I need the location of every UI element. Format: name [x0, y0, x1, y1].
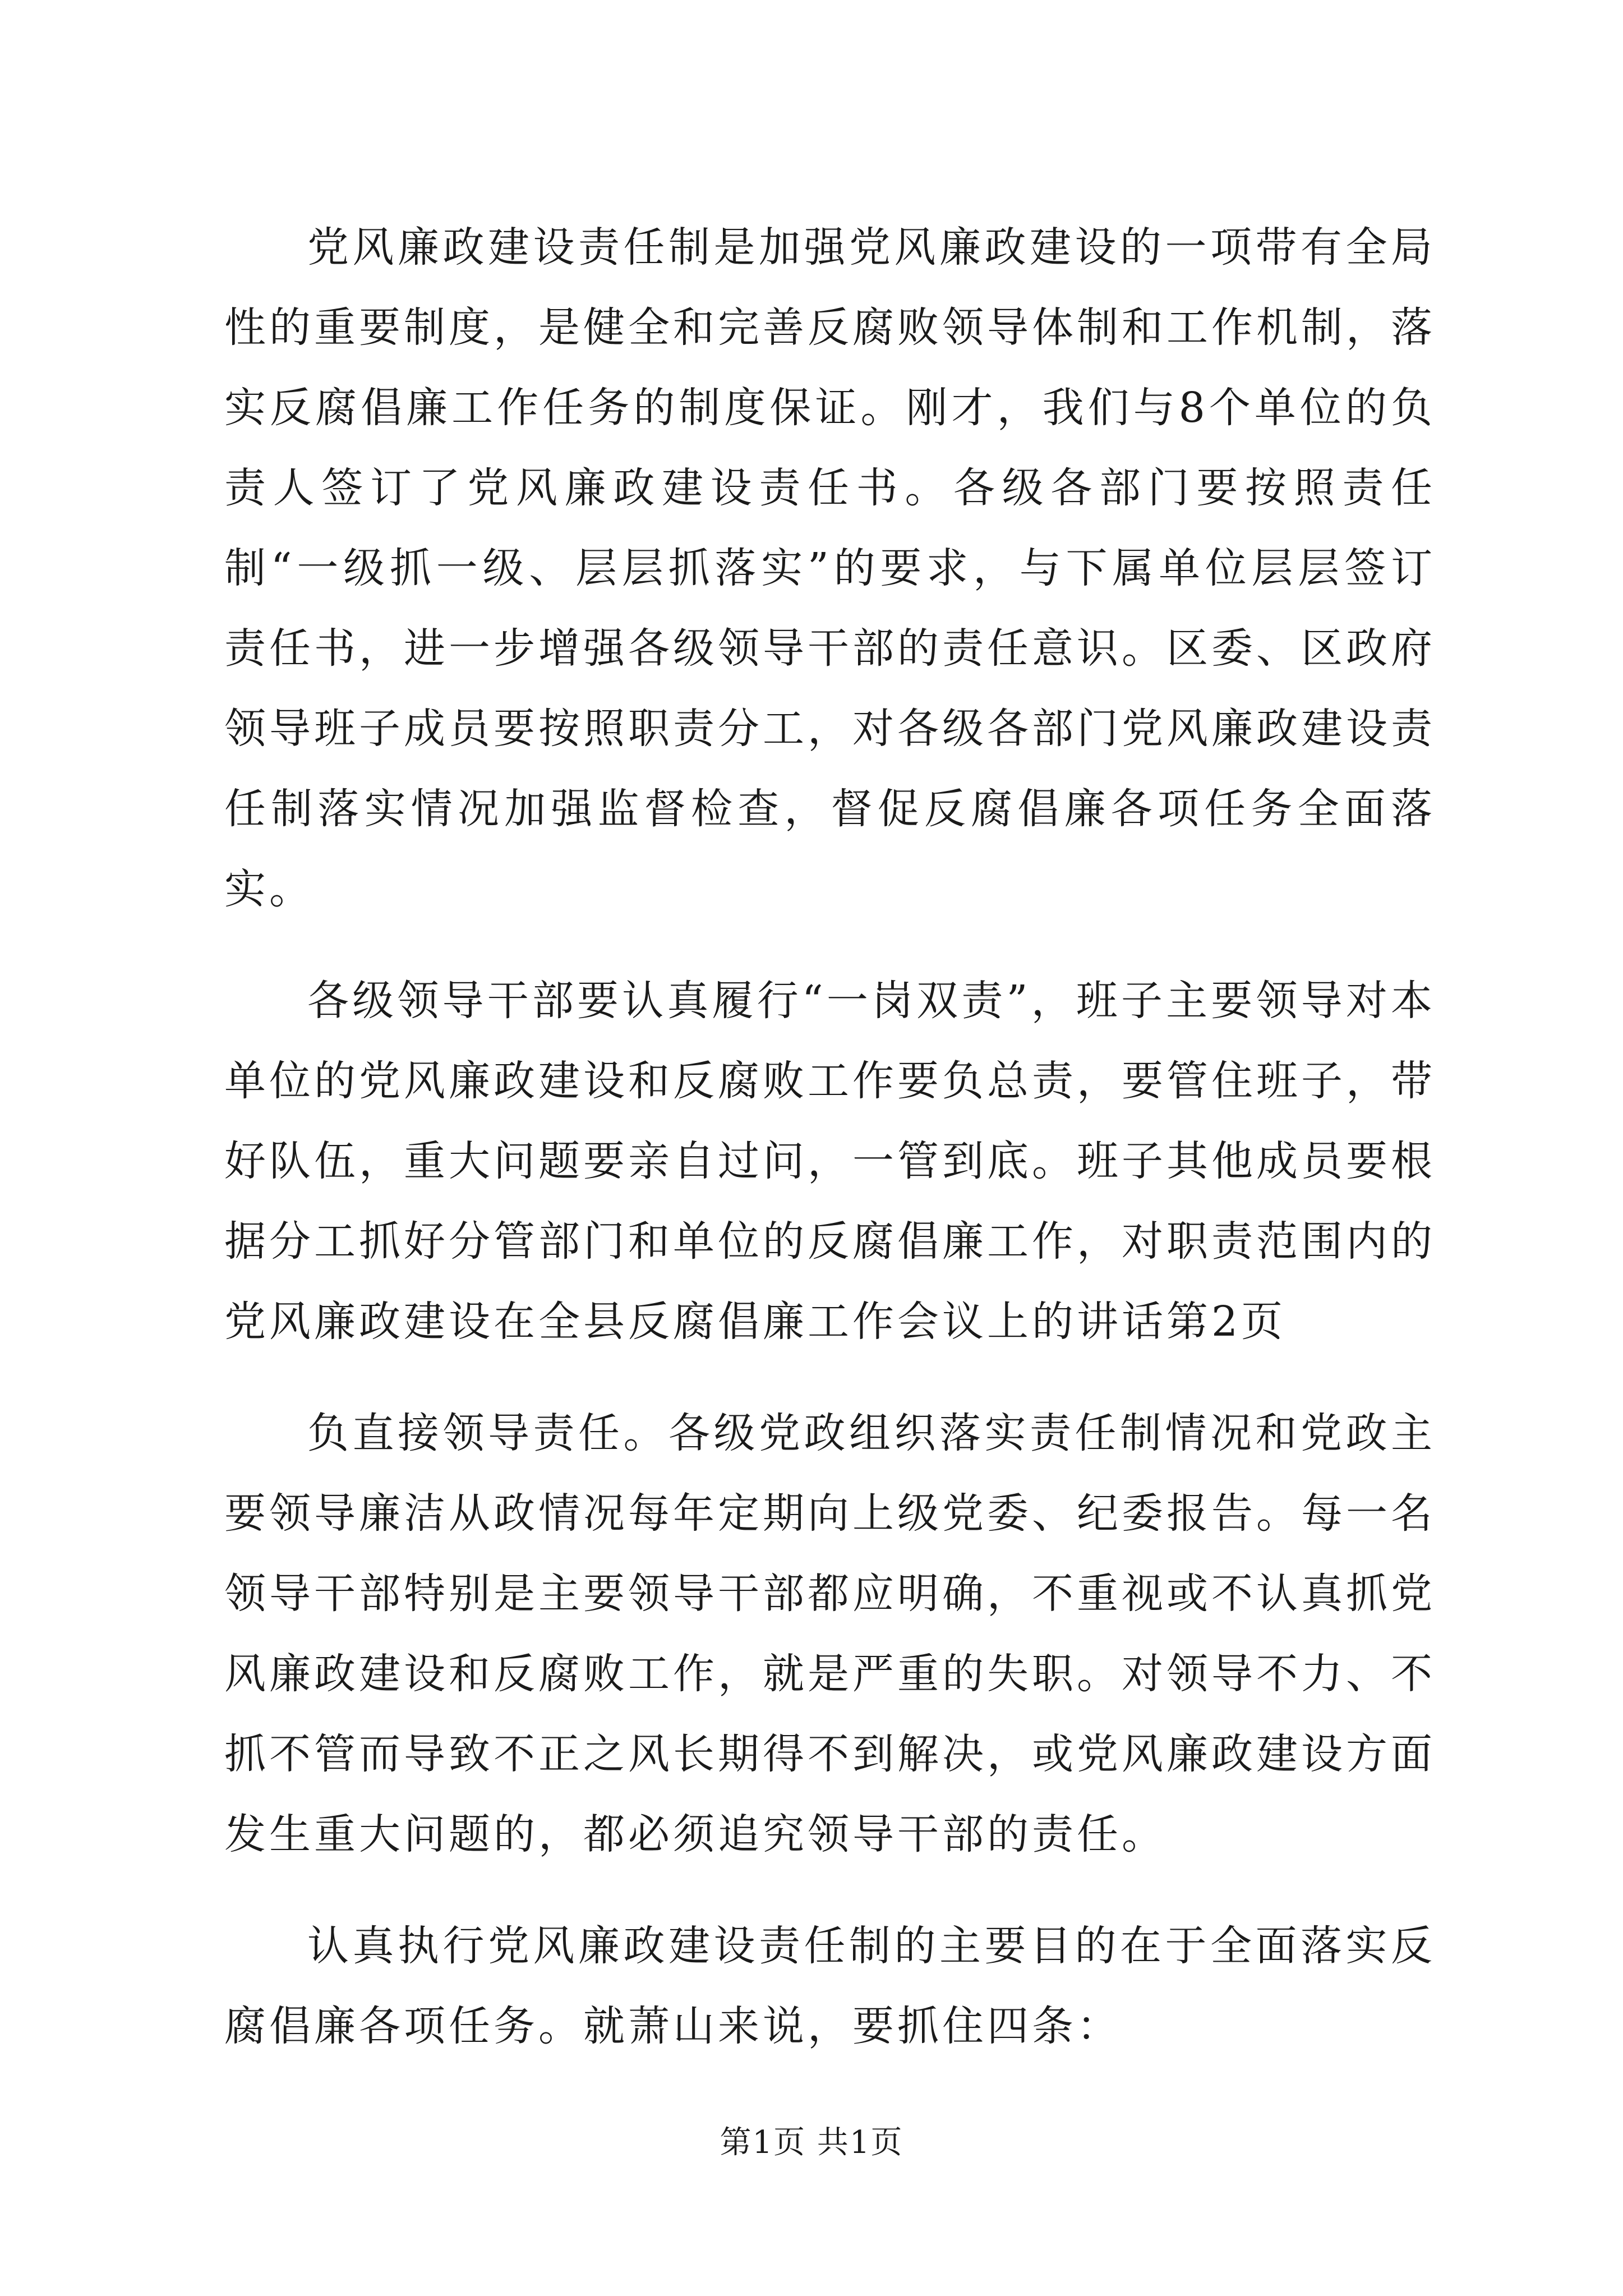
paragraph-1: 党风廉政建设责任制是加强党风廉政建设的一项带有全局性的重要制度，是健全和完善反腐败领导体制和工作机制，落实反腐倡廉工作任务的制度保证。刚才，我们与8个单位的负责人签订了党风廉政建设责任书。各级各部门要按照责任制“一级抓一级、层层抓落实”的要求，与下属单位层层签订责任书，进一步增强各级领导干部的责任意识。区委、区政府领导班子成员要按照职责分工，对各级各部门党风廉政建设责任制落实情况加强监督检查，督促反腐倡廉各项任务全面落实。	[224, 223, 1436, 913]
document-body	[224, 208, 1436, 2098]
paragraph-3: 负直接领导责任。各级党政组织落实责任制情况和党政主要领导廉洁从政情况每年定期向上级党委、纪委报告。每一名领导干部特别是主要领导干部都应明确，不重视或不认真抓党风廉政建设和反腐败工作，就是严重的失职。对领导不力、不抓不管而导致不正之风长期得不到解决，或党风廉政建设方面发生重大问题的，都必须追究领导干部的责任。	[224, 1409, 1436, 1858]
paragraph-4: 认真执行党风廉政建设责任制的主要目的在于全面落实反腐倡廉各项任务。就萧山来说，要抓住四条：	[224, 1922, 1436, 2050]
paragraph-2: 各级领导干部要认真履行“一岗双责”，班子主要领导对本单位的党风廉政建设和反腐败工作要负总责，要管住班子，带好队伍，重大问题要亲自过问，一管到底。班子其他成员要根据分工抓好分管部门和单位的反腐倡廉工作，对职责范围内的党风廉政建设在全县反腐倡廉工作会议上的讲话第2页	[224, 977, 1436, 1346]
page-footer: 第1页 共1页	[720, 2124, 903, 2161]
